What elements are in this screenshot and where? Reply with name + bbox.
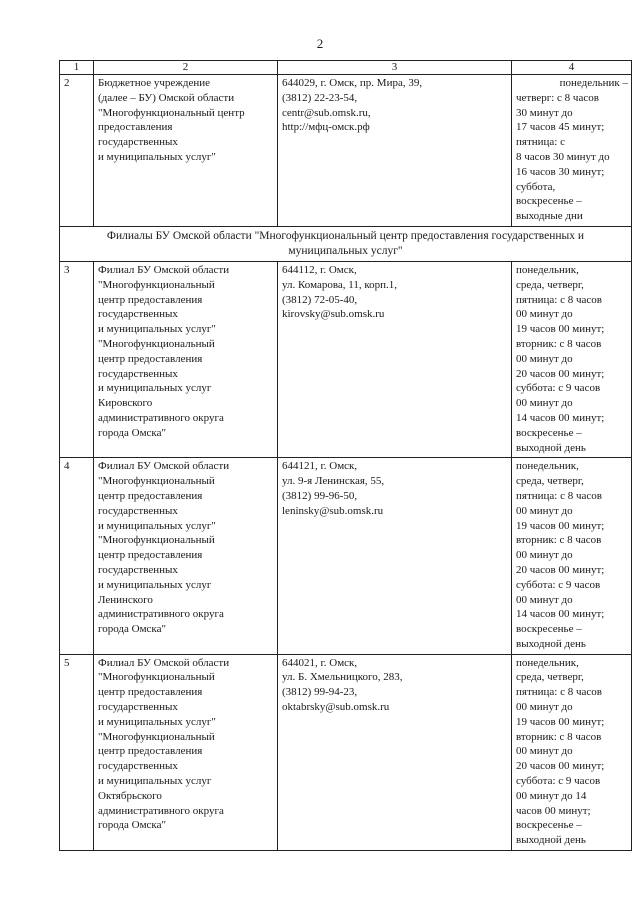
schedule-cell: понедельник, среда, четверг, пятница: с 8 часов 00 минут до 19 часов 00 минут; вторник: с 8 часов 00 минут до 20 часов 00 минут; суббота: с 9 часов 00 минут до 14 часов 00 минут; воскресенье – выходной день [512,458,632,654]
branch-name-cell: Филиал БУ Омской области "Многофункциональный центр предоставления государственных и муниципальных услуг" "Многофункциональный центр предоставления государственных и муниципальных услуг Кировского административного округа города Омска" [94,261,278,457]
schedule-cell: понедельник, среда, четверг, пятница: с 8 часов 00 минут до 19 часов 00 минут; вторник: с 8 часов 00 минут до 20 часов 00 минут; суббота: с 9 часов 00 минут до 14 часов 00 минут; воскресенье – выходной день [512,261,632,457]
section-title: Филиалы БУ Омской области "Многофункциональный центр предоставления государственных и муниципальных услуг" [60,226,632,261]
branches-table [59,60,632,851]
schedule-cell: понедельник – четверг: с 8 часов 30 минут до 17 часов 45 минут; пятница: с 8 часов 30 минут до 16 часов 30 минут; суббота, воскресенье – выходные дни [512,75,632,227]
schedule-cell: понедельник, среда, четверг, пятница: с 8 часов 00 минут до 19 часов 00 минут; вторник: с 8 часов 00 минут до 20 часов 00 минут; суббота: с 9 часов 00 минут до 14 часов 00 минут; воскресенье – выходной день [512,654,632,850]
institution-name-cell: Бюджетное учреждение (далее – БУ) Омской области "Многофункциональный центр предоставления государственных и муниципальных услуг" [94,75,278,227]
row-number: 3 [60,261,94,457]
page-number: 2 [316,36,324,51]
header-cell: 4 [512,61,632,75]
row-number: 4 [60,458,94,654]
table-row [60,261,632,457]
contacts-cell: 644121, г. Омск, ул. 9-я Ленинская, 55, (3812) 99-96-50, leninsky@sub.omsk.ru [278,458,512,654]
table-row [60,458,632,654]
table-row [60,75,632,227]
section-row [60,226,632,261]
contacts-cell: 644029, г. Омск, пр. Мира, 39, (3812) 22-23-54, centr@sub.omsk.ru, http://мфц-омск.рф [278,75,512,227]
header-cell: 3 [278,61,512,75]
contacts-cell: 644021, г. Омск, ул. Б. Хмельницкого, 283, (3812) 99-94-23, oktabrsky@sub.omsk.ru [278,654,512,850]
contacts-cell: 644112, г. Омск, ул. Комарова, 11, корп.1, (3812) 72-05-40, kirovsky@sub.omsk.ru [278,261,512,457]
table-row [60,654,632,850]
header-cell: 1 [60,61,94,75]
table-header-row [60,61,632,75]
row-number: 2 [60,75,94,227]
branch-name-cell: Филиал БУ Омской области "Многофункциональный центр предоставления государственных и муниципальных услуг" "Многофункциональный центр предоставления государственных и муниципальных услуг Ленинского административного округа города Омска" [94,458,278,654]
branch-name-cell: Филиал БУ Омской области "Многофункциональный центр предоставления государственных и муниципальных услуг" "Многофункциональный центр предоставления государственных и муниципальных услуг Октябрьского административного округа города Омска" [94,654,278,850]
row-number: 5 [60,654,94,850]
header-cell: 2 [94,61,278,75]
